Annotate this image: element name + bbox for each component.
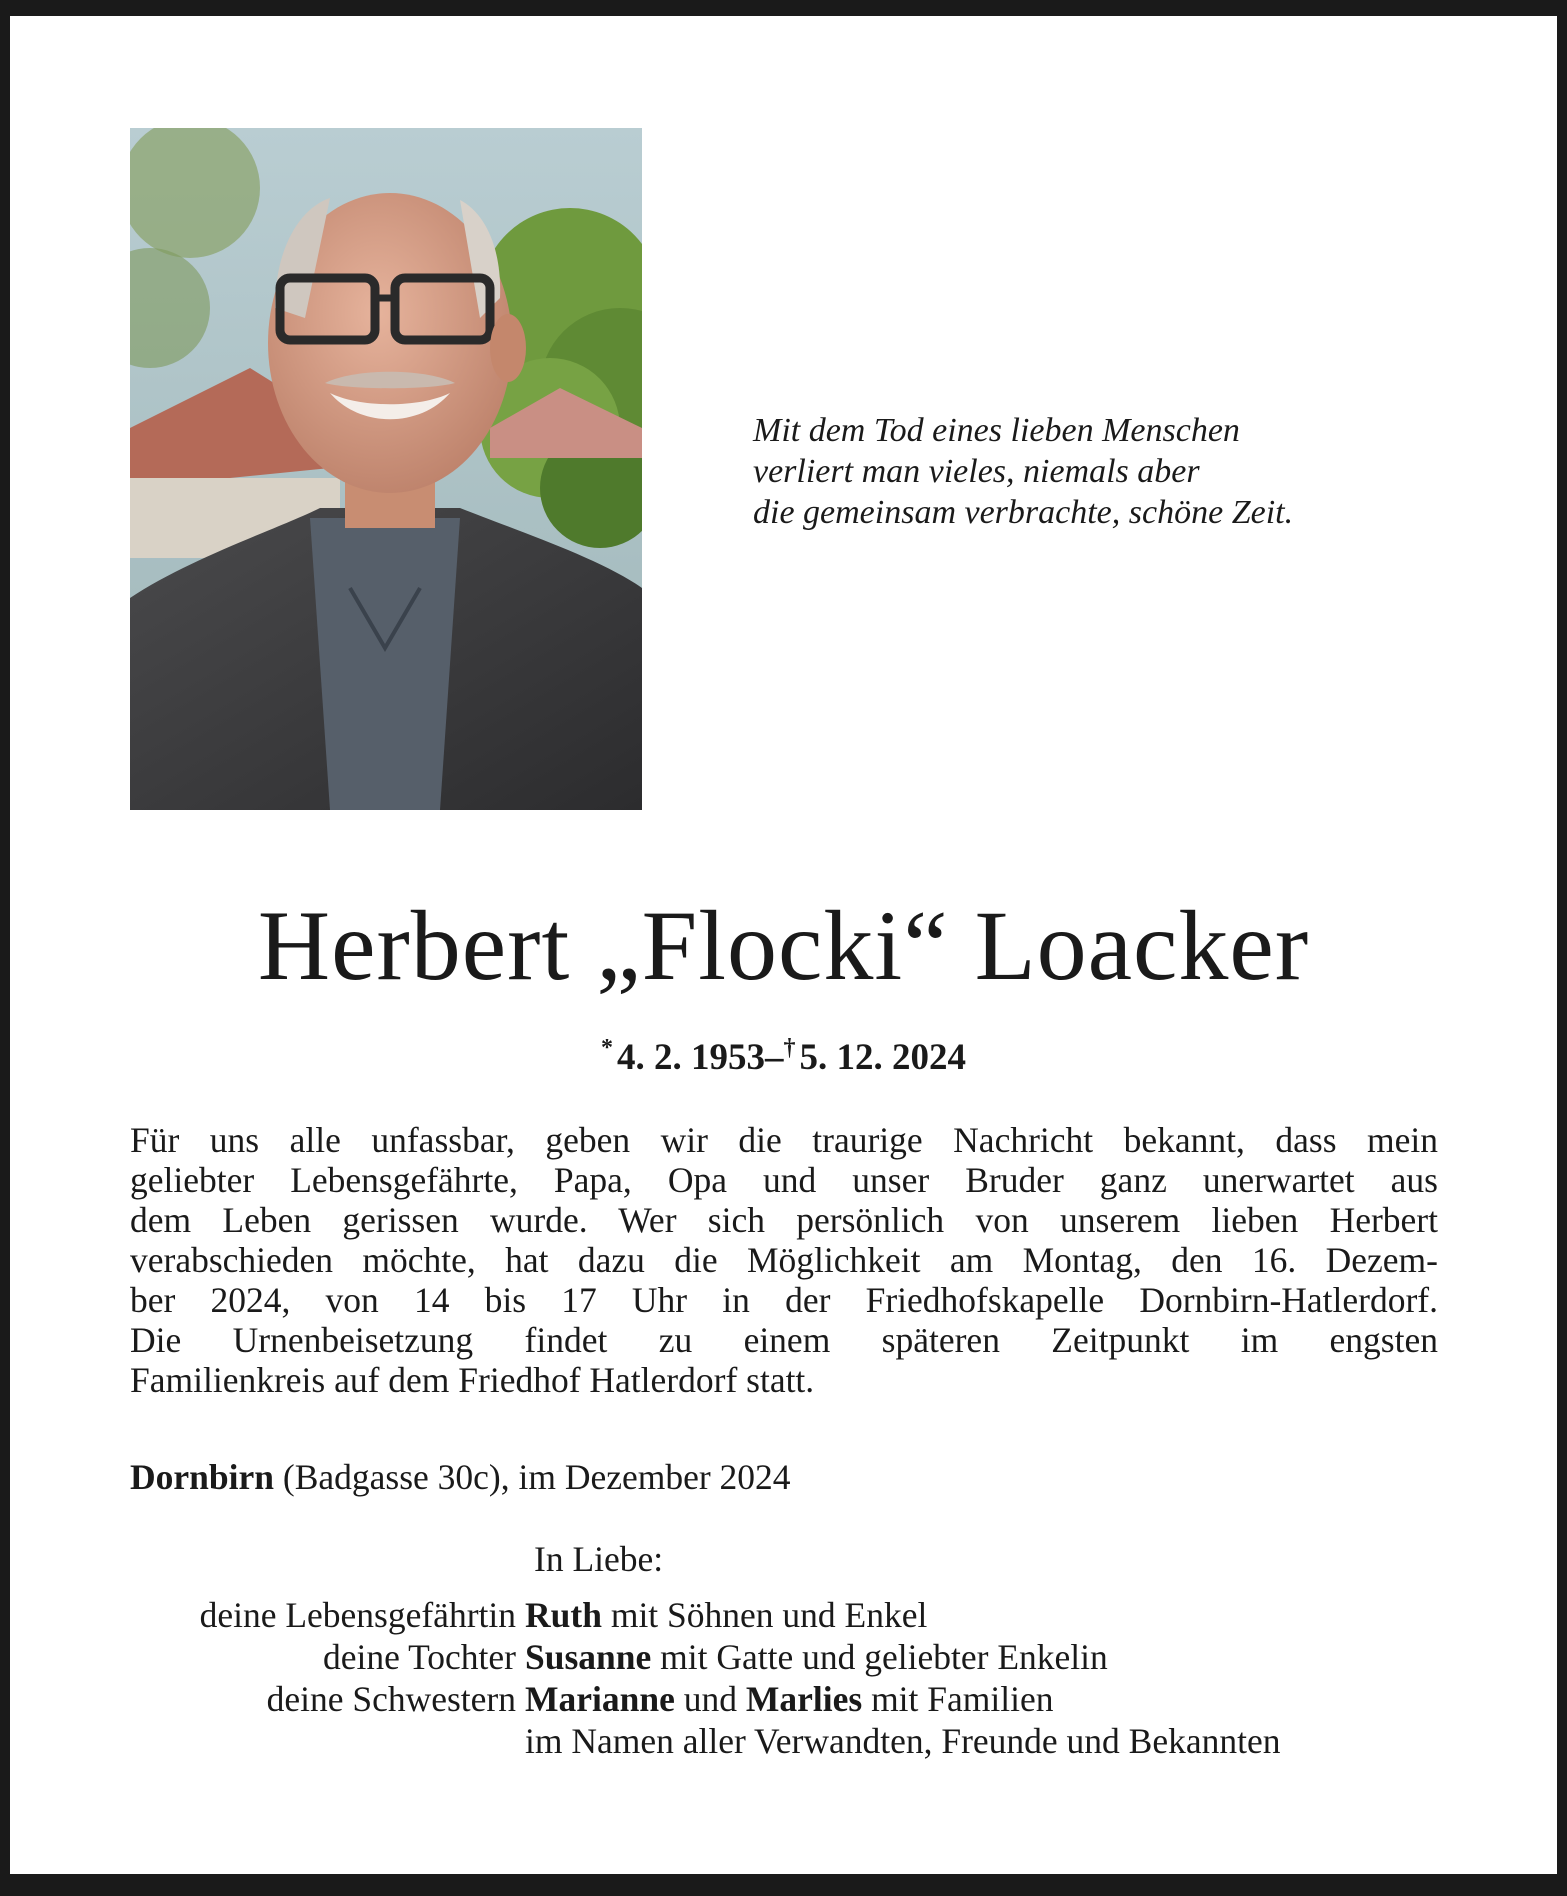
quote-line: die gemeinsam verbrachte, schöne Zeit. xyxy=(753,494,1294,531)
signature-names xyxy=(525,1678,1567,1720)
signer-text: mit Familien xyxy=(862,1679,1054,1719)
signature-role: deine Schwestern xyxy=(266,1679,516,1719)
signer-name: Susanne xyxy=(525,1637,652,1677)
signature-role: deine Tochter xyxy=(322,1637,516,1677)
signature-row xyxy=(10,1636,1567,1678)
body-line: Für uns alle unfassbar, geben wir die traurige Nachricht bekannt, dass mein xyxy=(130,1120,1438,1160)
death-date: 5. 12. 2024 xyxy=(799,1037,966,1078)
signature-list xyxy=(10,1594,1567,1762)
signature-row xyxy=(10,1594,1567,1636)
body-line: Familienkreis auf dem Friedhof Hatlerdorf statt. xyxy=(130,1360,815,1400)
city: Dornbirn xyxy=(130,1457,274,1497)
signature-role xyxy=(10,1720,525,1762)
signer-text: mit Söhnen und Enkel xyxy=(601,1595,928,1635)
body-line: ber 2024, von 14 bis 17 Uhr in der Friedhofskapelle Dornbirn-Hatlerdorf. xyxy=(130,1280,1438,1320)
portrait-photo xyxy=(130,128,642,810)
signature-intro: In Liebe: xyxy=(534,1539,664,1579)
signature-row xyxy=(10,1720,1567,1762)
quote-line: verliert man vieles, niemals aber xyxy=(753,453,1200,490)
death-mark: † xyxy=(783,1035,796,1061)
signer-text: im Namen aller Verwandten, Freunde und Bekannten xyxy=(525,1721,1281,1761)
deceased-name: Herbert „Flocki“ Loacker xyxy=(257,890,1310,1001)
quote-line: Mit dem Tod eines lieben Menschen xyxy=(753,412,1240,449)
signer-text: mit Gatte und geliebter Enkelin xyxy=(651,1637,1108,1677)
signature-names xyxy=(525,1720,1567,1762)
signer-name: Marianne xyxy=(525,1679,675,1719)
signature-role: deine Lebensgefährtin xyxy=(199,1595,516,1635)
signature-row xyxy=(10,1678,1567,1720)
signer-text: und xyxy=(674,1679,746,1719)
signature-names xyxy=(525,1594,1567,1636)
date-separator: – xyxy=(765,1037,784,1078)
signature-names xyxy=(525,1636,1567,1678)
place-and-date xyxy=(130,1456,1430,1498)
body-line: verabschieden möchte, hat dazu die Möglichkeit am Montag, den 16. Dezem- xyxy=(130,1240,1438,1280)
announcement-text xyxy=(130,1120,1438,1400)
body-line: Die Urnenbeisetzung findet zu einem späteren Zeitpunkt im engsten xyxy=(130,1320,1438,1360)
portrait-illustration xyxy=(130,128,642,810)
signer-name: Marlies xyxy=(745,1679,863,1719)
body-line: geliebter Lebensgefährte, Papa, Opa und unser Bruder ganz unerwartet aus xyxy=(130,1160,1438,1200)
birth-mark: * xyxy=(601,1035,613,1061)
signer-name: Ruth xyxy=(525,1595,602,1635)
body-line: dem Leben gerissen wurde. Wer sich persönlich von unserem lieben Herbert xyxy=(130,1200,1438,1240)
memorial-quote xyxy=(753,410,1473,533)
address-and-date: (Badgasse 30c), im Dezember 2024 xyxy=(274,1457,791,1497)
birth-date: 4. 2. 1953 xyxy=(617,1037,765,1078)
life-dates xyxy=(10,1026,1557,1080)
